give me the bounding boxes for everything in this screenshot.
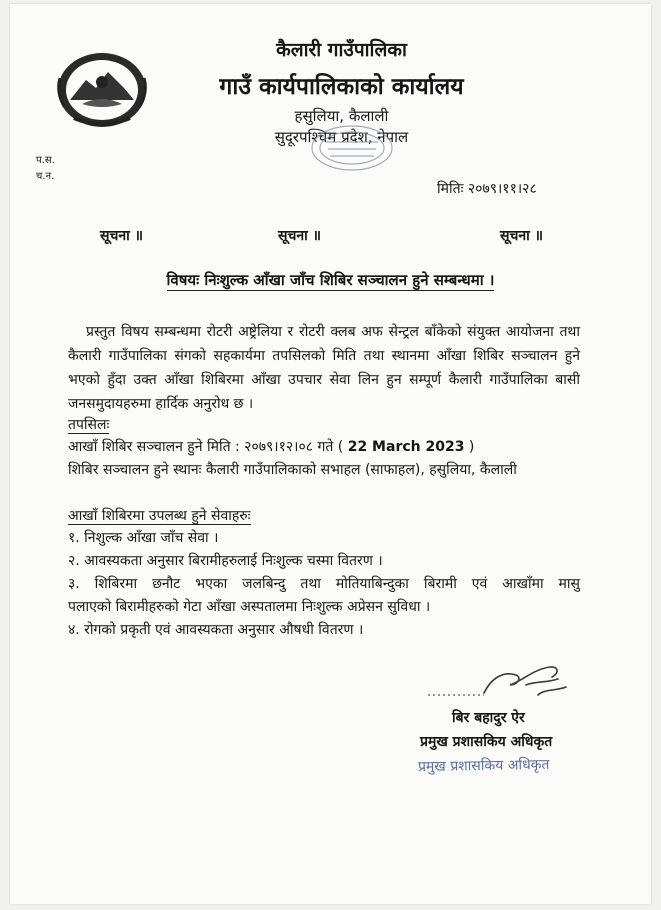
services-heading: [68, 506, 251, 525]
office-seal-icon: [286, 122, 406, 178]
document-date: मितिः २०७९।११।२८: [437, 181, 537, 197]
municipality-name: कैलारी गाउँपालिका: [276, 39, 407, 61]
service-item-3-continued: पलाएको बिरामीहरुको गेटा आँखा अस्पतालमा निःशुल्क अप्रेसन सुविधा ।: [68, 599, 431, 615]
notice-label-center: सूचना ॥: [278, 228, 322, 244]
camp-date-line: [68, 437, 474, 456]
reference-patra-sankhya: प.स.: [36, 155, 55, 166]
service-item-4: ४. रोगको प्रकृती एवं आवस्यकता अनुसार औषधी वितरण ।: [68, 622, 364, 638]
office-province: सुदूरपश्चिम प्रदेश, नेपाल: [274, 128, 409, 146]
office-name: गाउँ कार्यपालिकाको कार्यालय: [219, 74, 464, 100]
designation-stamp: प्रमुख प्रशासकिय अधिकृत: [417, 756, 550, 776]
reference-chalani-number: च.न.: [36, 171, 55, 182]
details-heading: [68, 415, 109, 434]
subject-text: विषयः निःशुल्क आँखा जाँच शिबिर सञ्चालन हुने सम्बन्धमा ।: [166, 271, 495, 289]
service-item-3: ३. शिबिरमा छनौट भएका जलबिन्दु तथा मोतियाबिन्दुका बिरामी एवं आखाँमा मासु: [68, 576, 580, 592]
signatory-title: प्रमुख प्रशासकिय अधिकृत: [420, 734, 553, 750]
camp-date-english: 22 March 2023: [347, 439, 465, 455]
body-paragraph: प्रस्तुत विषय सम्बन्धमा रोटरी अष्ट्रेलिया र रोटरी क्लब अफ सेन्ट्रल बाँकेको संयुक्त आयोजना तथा कैलारी गाउँपालिका संगको सहकार्यमा तपसिलको मिति तथा स्थानमा आँखा शिबिर सञ्चालन हुने भएको हुँदा उक्त आँखा शिबिरमा आँखा उपचार सेवा लिन हुन सम्पूर्ण कैलारी गाउँपालिका बासी जनसमुदायहरुमा हार्दिक अनुरोध छ ।: [68, 324, 580, 412]
signatory-name: बिर बहादुर ऐर: [452, 710, 525, 726]
notice-label-right: सूचना ॥: [500, 228, 544, 244]
signature-icon: [426, 655, 576, 705]
services-heading-text: आखाँ शिबिरमा उपलब्ध हुने सेवाहरुः: [68, 508, 251, 524]
subject-line: [0, 270, 661, 290]
service-item-1: १. निशुल्क आँखा जाँच सेवा ।: [68, 530, 219, 546]
service-item-2: २. आवस्यकता अनुसार बिरामीहरुलाई निःशुल्क चस्मा वितरण ।: [68, 553, 383, 569]
notice-label-left: सूचना ॥: [100, 228, 144, 244]
camp-date-prefix: आखाँ शिबिर सञ्चालन हुने मिति : २०७९।१२।०८ गते (: [68, 439, 344, 455]
office-location: हसुलिया, कैलाली: [294, 107, 389, 125]
camp-venue-line: शिबिर सञ्चालन हुने स्थानः कैलारी गाउँपालिकाको सभाहल (साफाहल), हसुलिया, कैलाली: [68, 462, 517, 478]
details-heading-text: तपसिलः: [68, 417, 110, 433]
camp-date-suffix: ): [468, 439, 475, 455]
